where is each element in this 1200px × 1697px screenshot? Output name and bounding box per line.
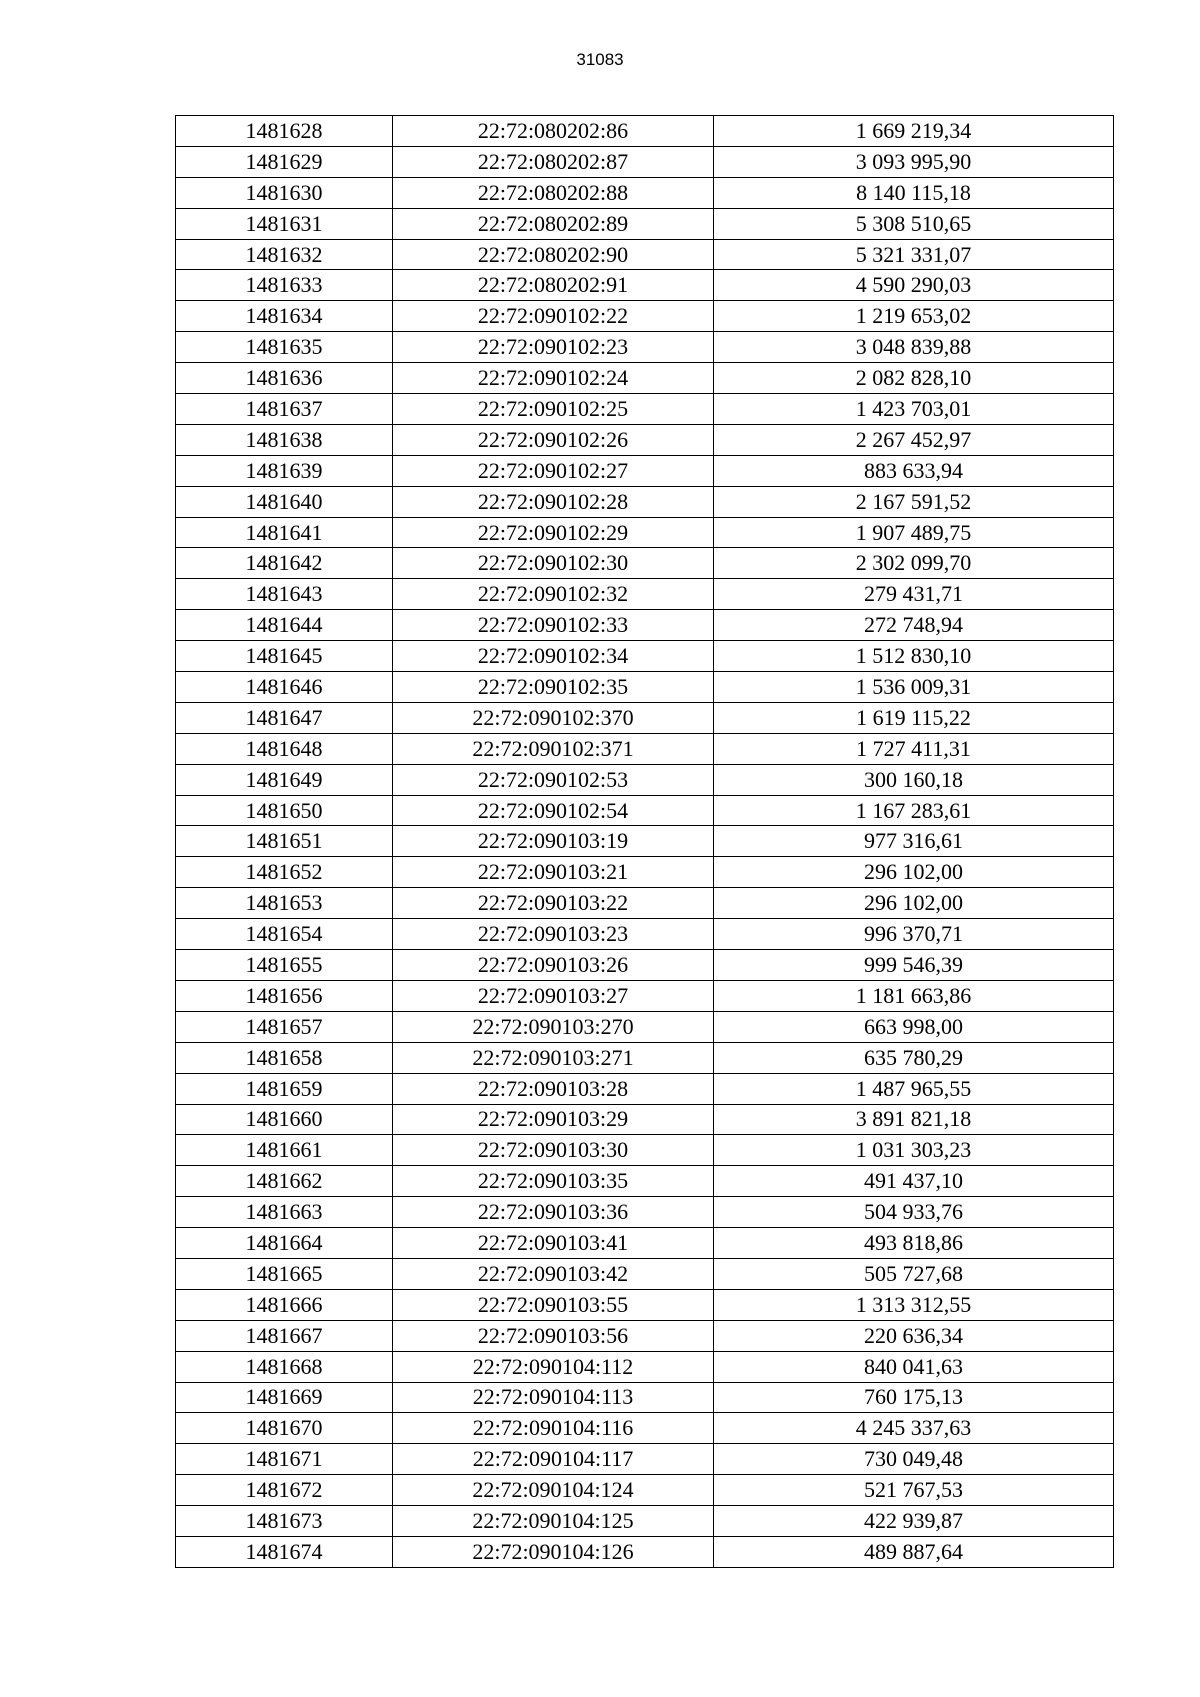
- cadastral-number-cell: 22:72:080202:88: [393, 177, 714, 208]
- cadastral-number-cell: 22:72:090102:28: [393, 486, 714, 517]
- table-row: [176, 919, 1114, 950]
- cadastral-value-cell: 8 140 115,18: [714, 177, 1114, 208]
- table-row: [176, 1289, 1114, 1320]
- cadastral-value-cell: 296 102,00: [714, 857, 1114, 888]
- table-row: [176, 1444, 1114, 1475]
- table-row: [176, 486, 1114, 517]
- cadastral-number-cell: 22:72:080202:91: [393, 270, 714, 301]
- cadastral-value-cell: 272 748,94: [714, 610, 1114, 641]
- table-row: [176, 888, 1114, 919]
- row-number-cell: 1481656: [176, 980, 393, 1011]
- cadastral-value-cell: 2 302 099,70: [714, 548, 1114, 579]
- table-row: [176, 826, 1114, 857]
- row-number-cell: 1481644: [176, 610, 393, 641]
- cadastral-number-cell: 22:72:090102:35: [393, 672, 714, 703]
- cadastral-value-cell: 760 175,13: [714, 1382, 1114, 1413]
- table-row: [176, 1135, 1114, 1166]
- cadastral-value-cell: 279 431,71: [714, 579, 1114, 610]
- cadastral-number-cell: 22:72:090103:26: [393, 950, 714, 981]
- cadastral-number-cell: 22:72:090103:27: [393, 980, 714, 1011]
- row-number-cell: 1481670: [176, 1413, 393, 1444]
- cadastral-value-cell: 1 907 489,75: [714, 517, 1114, 548]
- table-row: [176, 363, 1114, 394]
- table-row: [176, 116, 1114, 147]
- cadastral-number-cell: 22:72:090103:55: [393, 1289, 714, 1320]
- cadastral-value-cell: 489 887,64: [714, 1536, 1114, 1567]
- row-number-cell: 1481651: [176, 826, 393, 857]
- cadastral-number-cell: 22:72:080202:86: [393, 116, 714, 147]
- cadastral-number-cell: 22:72:090104:126: [393, 1536, 714, 1567]
- row-number-cell: 1481628: [176, 116, 393, 147]
- cadastral-value-cell: 1 313 312,55: [714, 1289, 1114, 1320]
- table-row: [176, 1536, 1114, 1567]
- row-number-cell: 1481663: [176, 1197, 393, 1228]
- cadastral-value-cell: 505 727,68: [714, 1258, 1114, 1289]
- row-number-cell: 1481635: [176, 332, 393, 363]
- cadastral-value-cell: 996 370,71: [714, 919, 1114, 950]
- row-number-cell: 1481643: [176, 579, 393, 610]
- row-number-cell: 1481632: [176, 239, 393, 270]
- table-row: [176, 1351, 1114, 1382]
- row-number-cell: 1481634: [176, 301, 393, 332]
- cadastral-value-cell: 4 590 290,03: [714, 270, 1114, 301]
- cadastral-number-cell: 22:72:090102:29: [393, 517, 714, 548]
- table-row: [176, 394, 1114, 425]
- cadastral-value-cell: 4 245 337,63: [714, 1413, 1114, 1444]
- cadastral-value-cell: 3 891 821,18: [714, 1104, 1114, 1135]
- table-row: [176, 857, 1114, 888]
- table-row: [176, 1506, 1114, 1537]
- cadastral-value-cell: 883 633,94: [714, 455, 1114, 486]
- row-number-cell: 1481657: [176, 1011, 393, 1042]
- cadastral-value-cell: 2 267 452,97: [714, 424, 1114, 455]
- cadastral-value-cell: 1 031 303,23: [714, 1135, 1114, 1166]
- row-number-cell: 1481649: [176, 764, 393, 795]
- cadastral-number-cell: 22:72:090102:54: [393, 795, 714, 826]
- table-row: [176, 177, 1114, 208]
- row-number-cell: 1481669: [176, 1382, 393, 1413]
- cadastral-number-cell: 22:72:090103:23: [393, 919, 714, 950]
- cadastral-number-cell: 22:72:090104:117: [393, 1444, 714, 1475]
- row-number-cell: 1481661: [176, 1135, 393, 1166]
- row-number-cell: 1481668: [176, 1351, 393, 1382]
- row-number-cell: 1481637: [176, 394, 393, 425]
- table-row: [176, 1042, 1114, 1073]
- cadastral-number-cell: 22:72:090103:56: [393, 1320, 714, 1351]
- cadastral-value-cell: 300 160,18: [714, 764, 1114, 795]
- cadastral-value-cell: 1 512 830,10: [714, 641, 1114, 672]
- table-row: [176, 980, 1114, 1011]
- table-row: [176, 610, 1114, 641]
- cadastral-number-cell: 22:72:090103:35: [393, 1166, 714, 1197]
- row-number-cell: 1481652: [176, 857, 393, 888]
- table-row: [176, 1382, 1114, 1413]
- table-row: [176, 1475, 1114, 1506]
- cadastral-value-cell: 1 727 411,31: [714, 733, 1114, 764]
- cadastral-number-cell: 22:72:090102:24: [393, 363, 714, 394]
- cadastral-number-cell: 22:72:080202:87: [393, 146, 714, 177]
- cadastral-value-cell: 5 321 331,07: [714, 239, 1114, 270]
- table-body: [176, 116, 1114, 1568]
- cadastral-number-cell: 22:72:090102:371: [393, 733, 714, 764]
- cadastral-value-cell: 491 437,10: [714, 1166, 1114, 1197]
- page-number: 31083: [576, 50, 624, 69]
- row-number-cell: 1481671: [176, 1444, 393, 1475]
- cadastral-number-cell: 22:72:090102:370: [393, 702, 714, 733]
- table-row: [176, 1228, 1114, 1259]
- cadastral-number-cell: 22:72:090102:26: [393, 424, 714, 455]
- cadastral-number-cell: 22:72:090103:41: [393, 1228, 714, 1259]
- table-row: [176, 455, 1114, 486]
- cadastral-number-cell: 22:72:090102:23: [393, 332, 714, 363]
- row-number-cell: 1481640: [176, 486, 393, 517]
- table-row: [176, 672, 1114, 703]
- cadastral-value-cell: 1 536 009,31: [714, 672, 1114, 703]
- row-number-cell: 1481654: [176, 919, 393, 950]
- cadastral-number-cell: 22:72:090103:21: [393, 857, 714, 888]
- row-number-cell: 1481645: [176, 641, 393, 672]
- cadastral-value-cell: 1 423 703,01: [714, 394, 1114, 425]
- cadastral-number-cell: 22:72:090102:22: [393, 301, 714, 332]
- cadastral-number-cell: 22:72:090104:124: [393, 1475, 714, 1506]
- row-number-cell: 1481639: [176, 455, 393, 486]
- row-number-cell: 1481665: [176, 1258, 393, 1289]
- table-row: [176, 950, 1114, 981]
- cadastral-value-table: [175, 115, 1114, 1568]
- cadastral-number-cell: 22:72:090103:19: [393, 826, 714, 857]
- row-number-cell: 1481659: [176, 1073, 393, 1104]
- cadastral-number-cell: 22:72:090102:27: [393, 455, 714, 486]
- row-number-cell: 1481641: [176, 517, 393, 548]
- cadastral-value-cell: 1 167 283,61: [714, 795, 1114, 826]
- table-row: [176, 733, 1114, 764]
- cadastral-number-cell: 22:72:090104:113: [393, 1382, 714, 1413]
- cadastral-number-cell: 22:72:090102:25: [393, 394, 714, 425]
- cadastral-value-cell: 1 181 663,86: [714, 980, 1114, 1011]
- cadastral-value-cell: 663 998,00: [714, 1011, 1114, 1042]
- cadastral-value-cell: 422 939,87: [714, 1506, 1114, 1537]
- cadastral-number-cell: 22:72:090103:271: [393, 1042, 714, 1073]
- table-row: [176, 424, 1114, 455]
- cadastral-value-cell: 2 167 591,52: [714, 486, 1114, 517]
- table-row: [176, 764, 1114, 795]
- cadastral-value-cell: 840 041,63: [714, 1351, 1114, 1382]
- cadastral-value-cell: 1 619 115,22: [714, 702, 1114, 733]
- table-row: [176, 579, 1114, 610]
- row-number-cell: 1481662: [176, 1166, 393, 1197]
- row-number-cell: 1481673: [176, 1506, 393, 1537]
- row-number-cell: 1481633: [176, 270, 393, 301]
- row-number-cell: 1481653: [176, 888, 393, 919]
- row-number-cell: 1481642: [176, 548, 393, 579]
- cadastral-number-cell: 22:72:080202:89: [393, 208, 714, 239]
- cadastral-number-cell: 22:72:090104:125: [393, 1506, 714, 1537]
- row-number-cell: 1481638: [176, 424, 393, 455]
- cadastral-value-cell: 220 636,34: [714, 1320, 1114, 1351]
- row-number-cell: 1481660: [176, 1104, 393, 1135]
- table-row: [176, 1413, 1114, 1444]
- cadastral-value-cell: 999 546,39: [714, 950, 1114, 981]
- cadastral-value-cell: 3 048 839,88: [714, 332, 1114, 363]
- cadastral-number-cell: 22:72:080202:90: [393, 239, 714, 270]
- cadastral-value-cell: 1 669 219,34: [714, 116, 1114, 147]
- row-number-cell: 1481666: [176, 1289, 393, 1320]
- cadastral-number-cell: 22:72:090103:30: [393, 1135, 714, 1166]
- row-number-cell: 1481646: [176, 672, 393, 703]
- cadastral-number-cell: 22:72:090102:33: [393, 610, 714, 641]
- cadastral-value-cell: 1 219 653,02: [714, 301, 1114, 332]
- cadastral-value-cell: 493 818,86: [714, 1228, 1114, 1259]
- table-row: [176, 301, 1114, 332]
- table-row: [176, 702, 1114, 733]
- cadastral-value-cell: 5 308 510,65: [714, 208, 1114, 239]
- cadastral-number-cell: 22:72:090102:34: [393, 641, 714, 672]
- cadastral-number-cell: 22:72:090102:32: [393, 579, 714, 610]
- row-number-cell: 1481636: [176, 363, 393, 394]
- cadastral-number-cell: 22:72:090103:22: [393, 888, 714, 919]
- cadastral-number-cell: 22:72:090102:53: [393, 764, 714, 795]
- table-row: [176, 548, 1114, 579]
- cadastral-value-cell: 1 487 965,55: [714, 1073, 1114, 1104]
- cadastral-number-cell: 22:72:090103:270: [393, 1011, 714, 1042]
- cadastral-value-cell: 730 049,48: [714, 1444, 1114, 1475]
- row-number-cell: 1481655: [176, 950, 393, 981]
- table-row: [176, 239, 1114, 270]
- row-number-cell: 1481667: [176, 1320, 393, 1351]
- row-number-cell: 1481674: [176, 1536, 393, 1567]
- table-row: [176, 332, 1114, 363]
- cadastral-number-cell: 22:72:090103:42: [393, 1258, 714, 1289]
- cadastral-number-cell: 22:72:090104:112: [393, 1351, 714, 1382]
- table-row: [176, 146, 1114, 177]
- cadastral-number-cell: 22:72:090103:36: [393, 1197, 714, 1228]
- cadastral-number-cell: 22:72:090103:29: [393, 1104, 714, 1135]
- table-row: [176, 1320, 1114, 1351]
- row-number-cell: 1481672: [176, 1475, 393, 1506]
- table-row: [176, 1011, 1114, 1042]
- table-row: [176, 1073, 1114, 1104]
- row-number-cell: 1481658: [176, 1042, 393, 1073]
- table-row: [176, 795, 1114, 826]
- row-number-cell: 1481631: [176, 208, 393, 239]
- cadastral-number-cell: 22:72:090103:28: [393, 1073, 714, 1104]
- cadastral-value-cell: 504 933,76: [714, 1197, 1114, 1228]
- table-row: [176, 1104, 1114, 1135]
- row-number-cell: 1481647: [176, 702, 393, 733]
- table-row: [176, 641, 1114, 672]
- cadastral-value-cell: 296 102,00: [714, 888, 1114, 919]
- cadastral-value-cell: 3 093 995,90: [714, 146, 1114, 177]
- row-number-cell: 1481650: [176, 795, 393, 826]
- cadastral-number-cell: 22:72:090104:116: [393, 1413, 714, 1444]
- row-number-cell: 1481630: [176, 177, 393, 208]
- table-row: [176, 1258, 1114, 1289]
- row-number-cell: 1481629: [176, 146, 393, 177]
- table-row: [176, 270, 1114, 301]
- table-row: [176, 517, 1114, 548]
- table-row: [176, 208, 1114, 239]
- cadastral-value-cell: 2 082 828,10: [714, 363, 1114, 394]
- table-row: [176, 1166, 1114, 1197]
- row-number-cell: 1481664: [176, 1228, 393, 1259]
- row-number-cell: 1481648: [176, 733, 393, 764]
- cadastral-number-cell: 22:72:090102:30: [393, 548, 714, 579]
- cadastral-value-cell: 977 316,61: [714, 826, 1114, 857]
- cadastral-value-cell: 521 767,53: [714, 1475, 1114, 1506]
- table-row: [176, 1197, 1114, 1228]
- cadastral-value-cell: 635 780,29: [714, 1042, 1114, 1073]
